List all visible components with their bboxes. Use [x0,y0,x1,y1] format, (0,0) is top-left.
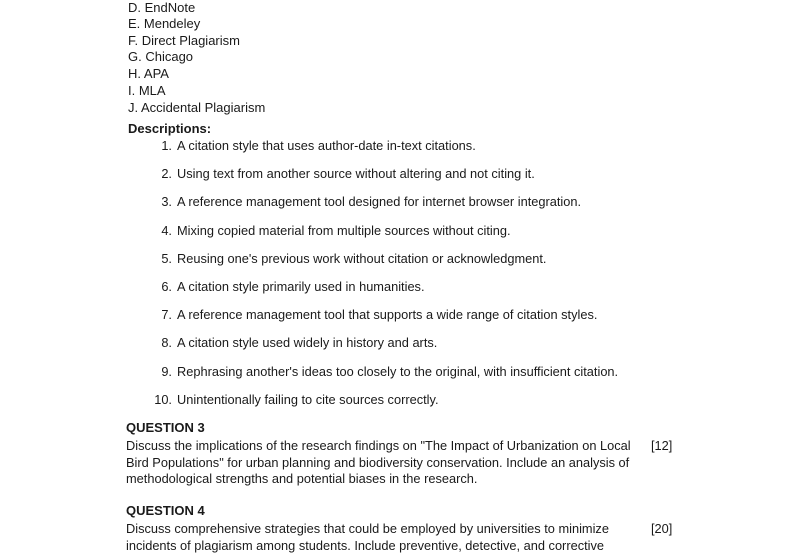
option-item: G. Chicago [128,49,194,65]
description-text: Unintentionally failing to cite sources correctly. [177,391,439,407]
description-number: 9. [161,363,172,379]
description-item [148,166,618,194]
description-number: 6. [161,278,172,294]
description-item [148,279,618,307]
description-number: 2. [161,166,172,182]
description-number: 3. [161,194,172,210]
description-text: A citation style that uses author-date in-text citations. [177,138,476,153]
description-number: 10. [154,391,172,407]
question-marks: [20] [651,520,673,536]
description-text: A citation style primarily used in humanities. [177,278,425,294]
description-text: Reusing one's previous work without citation or acknowledgment. [177,250,547,266]
question-marks: [12] [651,437,673,453]
question-body: Discuss comprehensive strategies that could be employed by universities to minimize incidents of plagiarism among students. Include preventive, detective, and corrective [126,520,609,553]
question-title: QUESTION 4 [126,503,205,518]
question-title: QUESTION 3 [126,420,205,435]
description-number: 7. [161,307,172,323]
description-number: 8. [161,335,172,351]
question-row [126,521,686,555]
description-text: A reference management tool designed for internet browser integration. [177,194,582,210]
description-number: 1. [161,138,172,153]
description-item [148,194,618,222]
description-text: Rephrasing another's ideas too closely to the original, with insufficient citation. [177,363,619,379]
question-4 [126,503,686,554]
option-item: F. Direct Plagiarism [128,32,240,48]
description-item [148,364,618,392]
option-item: E. Mendeley [128,16,201,31]
description-text: A reference management tool that supports a wide range of citation styles. [177,307,598,323]
descriptions-heading: Descriptions: [128,121,212,136]
descriptions-list [148,138,618,420]
question-body: Discuss the implications of the research findings on "The Impact of Urbanization on Local Bird Populations" for urban planning and biodiversity conservation. Include an analysis of methodological strengths and potential biases in the research. [126,437,631,487]
description-item [148,392,618,420]
description-text: A citation style used widely in history and arts. [177,335,438,351]
question-row [126,438,686,488]
description-item [148,307,618,335]
option-item: I. MLA [128,82,166,98]
description-item [148,335,618,363]
description-number: 4. [161,222,172,238]
description-item [148,138,618,166]
question-3 [126,420,686,488]
description-number: 5. [161,250,172,266]
option-item: H. APA [128,66,169,82]
description-text: Using text from another source without altering and not citing it. [177,166,535,182]
option-item: J. Accidental Plagiarism [128,99,266,115]
description-item [148,251,618,279]
options-list [128,0,266,116]
description-item [148,223,618,251]
option-item: D. EndNote [128,0,196,15]
description-text: Mixing copied material from multiple sources without citing. [177,222,511,238]
